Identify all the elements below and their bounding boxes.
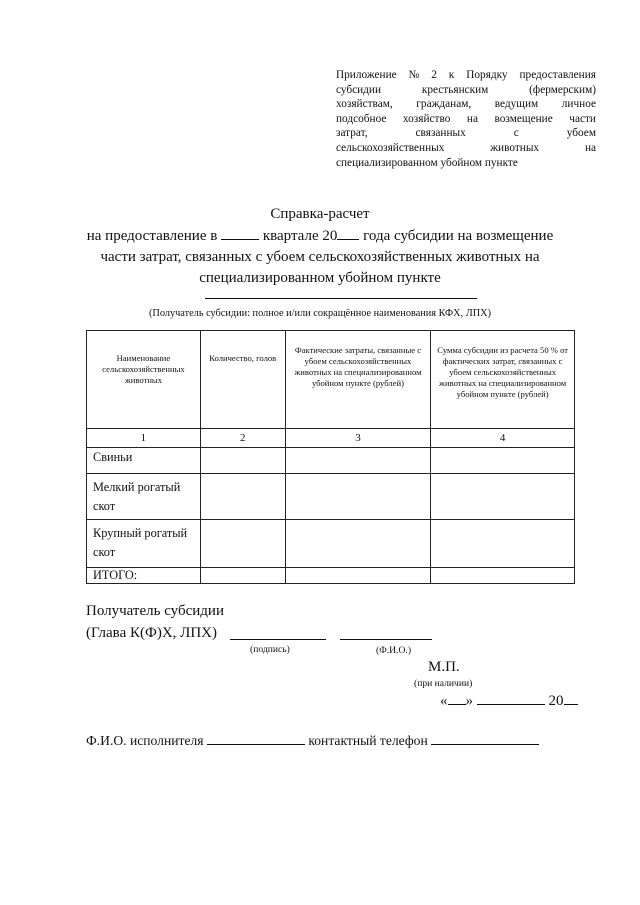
document-title: Справка-расчет <box>270 206 370 222</box>
column-number: 4 <box>431 429 575 448</box>
appendix-word: животных <box>490 141 540 154</box>
year-field[interactable] <box>564 691 578 705</box>
appendix-word: субсидии <box>336 83 382 96</box>
appendix-word: № <box>408 69 420 81</box>
quantity-cell[interactable] <box>200 520 285 568</box>
appendix-word: части <box>569 112 596 125</box>
quantity-cell[interactable] <box>200 448 285 474</box>
appendix-word: 2 <box>431 69 437 81</box>
appendix-last-line: специализированном убойном пункте <box>336 156 518 169</box>
actual-costs-cell[interactable] <box>285 520 431 568</box>
appendix-word: с <box>513 127 519 140</box>
header-actual-costs: Фактические затраты, связанные с убоем сельскохозяйственных животных на специализированном убойном пункте (рублей) <box>294 345 422 388</box>
appendix-word: связанных <box>415 127 466 140</box>
quantity-cell[interactable] <box>200 474 285 520</box>
header-quantity: Количество, голов <box>209 353 277 363</box>
table-row <box>87 520 575 568</box>
appendix-word: хозяйство <box>402 112 451 125</box>
title-line-1-part-b: квартале 20 <box>262 228 338 244</box>
table-row <box>87 474 575 520</box>
appendix-word: личное <box>561 98 596 111</box>
seal-label: М.П. <box>428 659 460 675</box>
appendix-word: ведущим <box>494 98 539 111</box>
title-line-1 <box>0 226 640 247</box>
column-number: 3 <box>285 429 431 448</box>
column-number: 1 <box>87 429 201 448</box>
header-animal-type: Наименование сельскохозяйственных животных <box>102 353 185 385</box>
table-row-total <box>87 568 575 584</box>
title-line-1-part-c: года субсидии на возмещение <box>363 228 554 244</box>
quantity-cell[interactable] <box>200 568 285 584</box>
day-field[interactable] <box>448 691 466 705</box>
subsidy-amount-cell[interactable] <box>431 568 575 584</box>
table-number-row <box>87 429 575 448</box>
appendix-word: на <box>466 112 478 125</box>
appendix-word: подсобное <box>336 112 387 125</box>
phone-label: контактный телефон <box>308 733 428 748</box>
month-field[interactable] <box>477 691 545 705</box>
quarter-blank <box>221 226 259 240</box>
recipient-caption: (Получатель субсидии: полное и/или сокращённое наименования КФХ, ЛПХ) <box>148 308 492 319</box>
date-close-quote: » <box>465 693 473 709</box>
title-line-3: специализированном убойном пункте <box>199 270 441 286</box>
appendix-word: крестьянским <box>421 83 489 96</box>
row-label-pigs: Свиньи <box>87 448 201 474</box>
column-number: 2 <box>200 429 285 448</box>
actual-costs-cell[interactable] <box>285 474 431 520</box>
executor-field[interactable] <box>207 731 305 745</box>
signature-field[interactable] <box>230 639 326 640</box>
signature-caption: (подпись) <box>250 644 290 655</box>
fio-caption: (Ф.И.О.) <box>376 645 412 656</box>
row-label-small-cattle: Мелкий рогатый скот <box>87 474 201 520</box>
appendix-word: предоставления <box>519 69 596 81</box>
appendix-word: Приложение <box>336 69 397 81</box>
appendix-line <box>336 83 596 98</box>
appendix-word: возмещение <box>494 112 553 125</box>
appendix-line <box>336 112 596 127</box>
actual-costs-cell[interactable] <box>285 448 431 474</box>
appendix-word: затрат, <box>336 127 368 140</box>
phone-field[interactable] <box>431 731 539 745</box>
row-label-total: ИТОГО: <box>87 568 201 584</box>
recipient-label-line-2: (Глава К(Ф)Х, ЛПХ) <box>86 625 217 641</box>
appendix-header <box>336 68 596 170</box>
date-line <box>440 690 600 712</box>
appendix-word: гражданам, <box>416 98 472 111</box>
appendix-line <box>336 126 596 141</box>
subsidy-amount-cell[interactable] <box>431 520 575 568</box>
appendix-word: убоем <box>566 127 596 140</box>
appendix-word: хозяйствам, <box>336 98 393 111</box>
seal-caption: (при наличии) <box>414 678 473 689</box>
title-line-1-part-a: на предоставление в <box>86 228 218 244</box>
header-subsidy-amount: Сумма субсидии из расчета 50 % от фактических затрат, связанных с убоем сельскохозяйственных животных на специализированном убойном пункте (рублей) <box>437 345 569 399</box>
subsidy-table <box>86 330 575 584</box>
appendix-word: к <box>448 69 455 81</box>
actual-costs-cell[interactable] <box>285 568 431 584</box>
recipient-name-line <box>205 298 477 299</box>
fio-field[interactable] <box>340 639 432 640</box>
executor-label: Ф.И.О. исполнителя <box>86 733 204 748</box>
table-header-row <box>87 331 575 429</box>
header-cell <box>87 331 201 429</box>
appendix-word: сельскохозяйственных <box>336 141 445 154</box>
appendix-line <box>336 68 596 83</box>
footer-line <box>86 731 539 749</box>
appendix-word: на <box>584 141 596 154</box>
year-blank <box>337 226 359 240</box>
title-line-2: части затрат, связанных с убоем сельскохозяйственных животных на <box>100 249 540 265</box>
header-cell <box>200 331 285 429</box>
table-row <box>87 448 575 474</box>
recipient-label-line-1: Получатель субсидии <box>86 603 224 619</box>
subsidy-amount-cell[interactable] <box>431 474 575 520</box>
header-cell <box>431 331 575 429</box>
appendix-line <box>336 97 596 112</box>
header-cell <box>285 331 431 429</box>
year-prefix: 20 <box>548 693 564 709</box>
subsidy-amount-cell[interactable] <box>431 448 575 474</box>
appendix-line <box>336 141 596 156</box>
appendix-word: (фермерским) <box>529 83 596 96</box>
appendix-word: Порядку <box>466 69 508 81</box>
date-open-quote: « <box>440 693 448 709</box>
row-label-large-cattle: Крупный рогатый скот <box>87 520 201 568</box>
